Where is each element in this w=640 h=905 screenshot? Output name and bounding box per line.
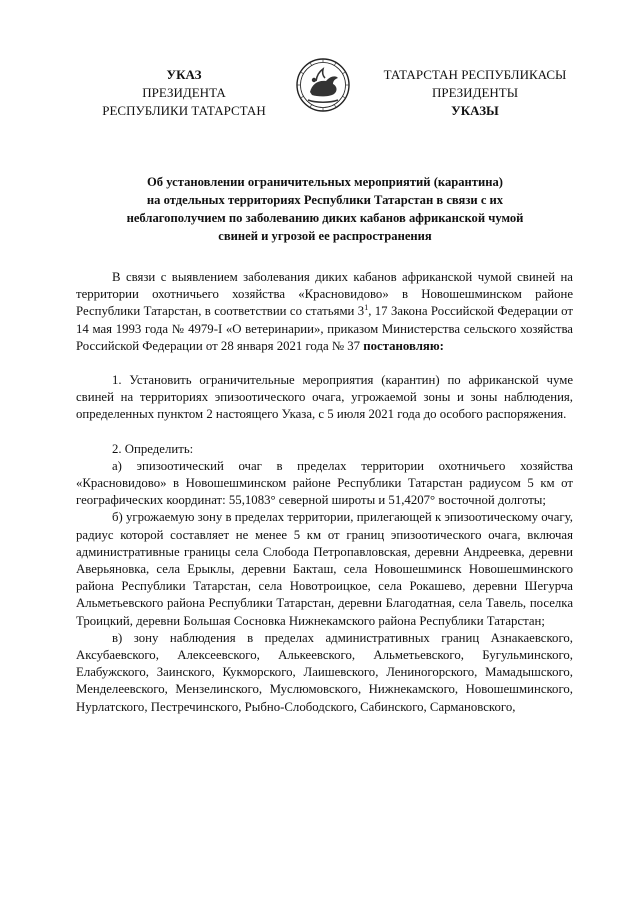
item-2c-paragraph: в) зону наблюдения в пределах административных границ Азнакаевского, Аксубаевского, Алексеевского, Алькеевского, Альметьевского, Бугульминского, Елабужского, Заинского, Кукморского, Лаишевского, Лениногорского, Мамадышского, Менделеевского, Мензелинского, Муслюмовского, Нижнекамского, Новошешминского, Нурлатского, Пестречинского, Рыбно-Слободского, Сабинского, Сармановского, <box>76 630 573 714</box>
intro-paragraph <box>76 269 573 355</box>
item-2-heading: 2. Определить: <box>112 441 194 456</box>
header-left-line-3: РЕСПУБЛИКИ ТАТАРСТАН <box>102 103 266 118</box>
title-line-4: свиней и угрозой ее распространения <box>218 229 432 243</box>
item-2b-paragraph: б) угрожаемую зону в пределах территории, прилегающей к эпизоотическому очагу, радиус которой составляет не менее 5 км от границ эпизоотического очага, включая административные границы села Слобода Петропавловская, деревни Андреевка, деревни Аверьяновка, села Ерыклы, деревни Бакташ, села Новошешминск Новошешминского района Республики Татарстан, села Новотроицкое, села Рокашево, деревни Шегурча Альметьевского района Республики Татарстан, деревни Благодатная, села Тавель, поселка Троицкий, деревни Большая Сосновка Нижнекамского района Республики Татарстан; <box>76 510 573 628</box>
item-2a-paragraph: а) эпизоотический очаг в пределах территории охотничьего хозяйства «Красновидово» в Новошешминском районе Республики Татарстан радиусом 5 км от географических координат: 55,1083° северной широты и 51,4207° восточной долготы; <box>76 458 573 508</box>
title-line-1: Об установлении ограничительных мероприятий (карантина) <box>147 175 503 189</box>
decree-title <box>90 173 560 245</box>
header-russian <box>78 66 290 120</box>
intro-text-b: , 17 Закона Российской Федерации от 14 мая 1993 года № 4979-I «О ветеринарии», приказом Министерства сельского хозяйства Российской Федерации от 28 января 2021 года № 37 <box>76 304 573 353</box>
decree-header <box>0 66 640 126</box>
title-line-3: неблагополучием по заболеванию диких кабанов африканской чумой <box>126 211 524 225</box>
header-left-line-2: ПРЕЗИДЕНТА <box>142 85 226 100</box>
header-left-line-1: УКАЗ <box>166 67 202 82</box>
article-superscript: 1 <box>364 303 369 313</box>
intro-decree-word: постановляю: <box>363 338 444 353</box>
header-right-line-1: ТАТАРСТАН РЕСПУБЛИКАСЫ <box>383 67 567 82</box>
header-right-line-3: УКАЗЫ <box>451 103 499 118</box>
header-tatar <box>360 66 590 120</box>
tatarstan-emblem-icon <box>296 56 350 114</box>
title-line-2: на отдельных территориях Республики Татарстан в связи с их <box>146 193 504 207</box>
item-1-paragraph: 1. Установить ограничительные мероприятия (карантин) по африканской чуме свиней на территориях эпизоотического очага, угрожаемой зоны и зоны наблюдения, определенных пунктом 2 настоящего Указа, с 5 июля 2021 года до особого распоряжения. <box>76 373 573 422</box>
intro-text-a: В связи с выявлением заболевания диких кабанов африканской чумой свиней на территории охотничьего хозяйства «Красновидово» в Новошешминском районе Республики Татарстан, в соответствии со статьями 3 <box>76 270 573 319</box>
header-right-line-2: ПРЕЗИДЕНТЫ <box>431 85 519 100</box>
decree-body <box>76 269 573 716</box>
